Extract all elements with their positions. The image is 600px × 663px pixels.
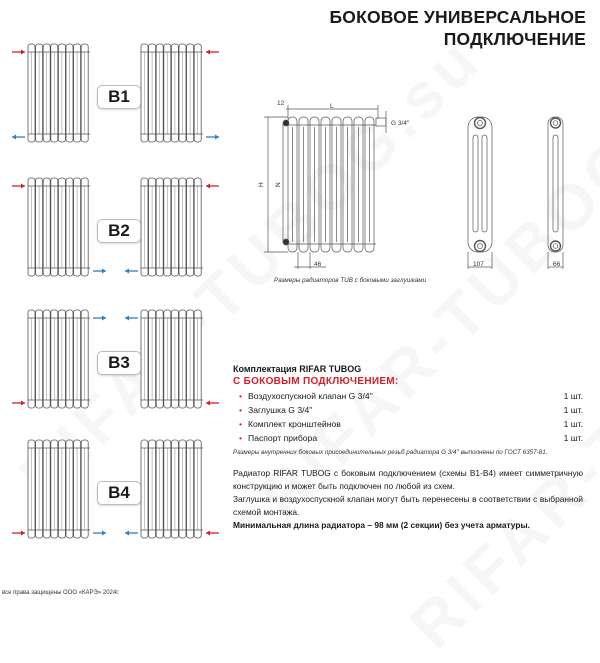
title-line-2: ПОДКЛЮЧЕНИЕ — [443, 29, 586, 49]
bullet-icon: • — [239, 419, 243, 429]
dim-66: 66 — [553, 261, 561, 268]
bullet-icon: • — [239, 405, 243, 415]
bullet-icon: • — [239, 433, 243, 443]
dim-46: 46 — [314, 261, 322, 268]
kit-item-name-wrap — [239, 405, 313, 415]
dim-N: N — [275, 182, 282, 187]
kit-item-name: Заглушка G 3/4'' — [248, 405, 313, 415]
kit-item-qty: 1 шт. — [563, 419, 583, 429]
kit-item-name: Паспорт прибора — [248, 433, 318, 443]
kit-item-qty: 1 шт. — [563, 405, 583, 415]
dim-H: H — [258, 182, 265, 187]
kit-item — [233, 433, 583, 443]
kit-item-qty: 1 шт. — [563, 391, 583, 401]
dim-12: 12 — [277, 100, 285, 107]
footer-copyright: все права защищены ООО «КАРЭ» 2024г. — [2, 590, 120, 596]
kit-note: Размеры внутренних боковых присоединительных резьб радиатора G 3/4'' выполнены по ГОСТ 6357-81. — [233, 449, 548, 456]
kit-item-name: Комплект кронштейнов — [248, 419, 341, 429]
description-p3: Минимальная длина радиатора – 98 мм (2 секции) без учета арматуры. — [233, 520, 530, 530]
drawing-caption: Размеры радиаторов TUB с боковыми заглушками — [274, 277, 427, 284]
kit-item-name-wrap — [239, 391, 373, 401]
description — [233, 467, 583, 532]
kit-item-qty: 1 шт. — [563, 433, 583, 443]
kit-section — [233, 364, 583, 456]
description-p2: Заглушка и воздухоспускной клапан могут быть перенесены в соответствии с выбранной схемой монтажа. — [233, 494, 583, 517]
title-line-1: БОКОВОЕ УНИВЕРСАЛЬНОЕ — [329, 7, 586, 27]
kit-item — [233, 419, 583, 429]
dim-107: 107 — [473, 261, 484, 268]
bullet-icon: • — [239, 391, 243, 401]
scheme-label: B3 — [97, 351, 141, 375]
kit-item-name-wrap — [239, 419, 341, 429]
dim-L: L — [330, 103, 334, 110]
description-p1: Радиатор RIFAR TUBOG с боковым подключением (схемы B1-B4) имеет симметричную конструкцию и может быть подключен по любой из схем. — [233, 468, 583, 491]
scheme-label: B2 — [97, 219, 141, 243]
kit-item-name-wrap — [239, 433, 317, 443]
dim-thread: G 3/4'' — [391, 120, 410, 127]
kit-item — [233, 405, 583, 415]
scheme-label: B4 — [97, 481, 141, 505]
technical-drawing — [250, 95, 600, 275]
scheme-label: B1 — [97, 85, 141, 109]
kit-item-name: Воздухоспускной клапан G 3/4'' — [248, 391, 373, 401]
page-title — [329, 6, 586, 50]
kit-subheading: С БОКОВЫМ ПОДКЛЮЧЕНИЕМ: — [233, 376, 399, 387]
kit-item — [233, 391, 583, 401]
kit-heading: Комплектация RIFAR TUBOG — [233, 364, 362, 374]
